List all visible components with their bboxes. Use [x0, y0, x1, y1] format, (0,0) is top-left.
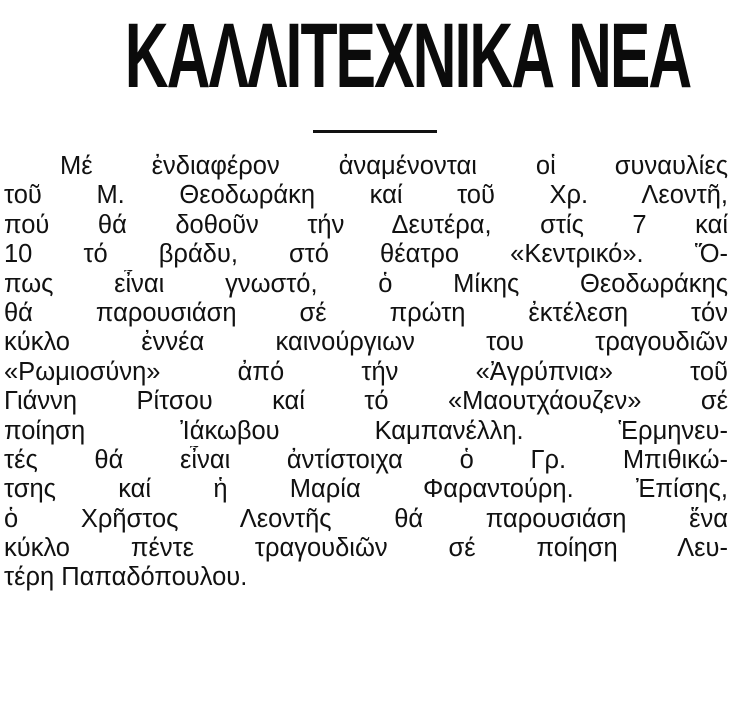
article-line: τέρη Παπαδόπουλου. — [4, 563, 248, 592]
article-line: ποίηση Ἰάκωβου Καμπανέλλη. Ἑρμηνευ- — [4, 416, 728, 445]
article-line: κύκλο πέντε τραγουδιῶν σέ ποίηση Λευ- — [4, 534, 728, 563]
article-headline: ΚΑΛΛΙΤΕΧΝΙΚΑ ΝΕΑ — [124, 5, 691, 107]
article-line: «Ρωμιοσύνη» ἀπό τήν «Ἀγρύπνια» τοῦ — [4, 357, 728, 386]
article-line: κύκλο ἐννέα καινούργιων του τραγουδιῶν — [4, 328, 728, 357]
article-line: πού θά δοθοῦν τήν Δευτέρα, στίς 7 καί — [4, 210, 728, 239]
article-line: 10 τό βράδυ, στό θέατρο «Κεντρικό». Ὅ- — [4, 240, 728, 269]
article-body — [4, 152, 728, 593]
article-line: Μέ ἐνδιαφέρον ἀναμένονται οἱ συναυλίες — [60, 152, 728, 180]
article-line: τοῦ Μ. Θεοδωράκη καί τοῦ Χρ. Λεοντῆ, — [4, 181, 728, 210]
article-line: πως εἶναι γνωστό, ὁ Μίκης Θεοδωράκης — [4, 269, 728, 298]
article-line: ὁ Χρῆστος Λεοντῆς θά παρουσιάση ἕνα — [4, 504, 728, 533]
article-line: τσης καί ἡ Μαρία Φαραντούρη. Ἐπίσης, — [4, 475, 728, 504]
headline-divider — [313, 130, 437, 133]
article-line: τές θά εἶναι ἀντίστοιχα ὁ Γρ. Μπιθικώ- — [4, 445, 728, 474]
article-line: θά παρουσιάση σέ πρώτη ἐκτέλεση τόν — [4, 298, 728, 327]
article-line: Γιάννη Ρίτσου καί τό «Μαουτχάουζεν» σέ — [4, 387, 728, 416]
